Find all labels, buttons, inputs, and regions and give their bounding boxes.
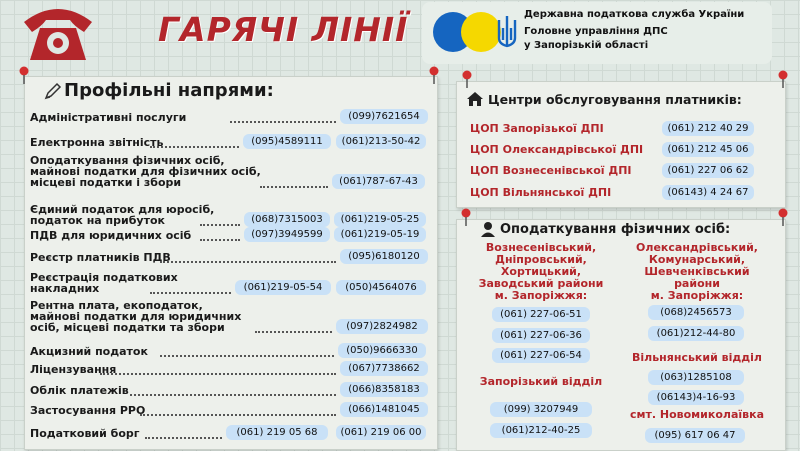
phone-pill: (061) 212 45 06 (662, 142, 754, 157)
profile-row-label: Застосування РРО (30, 404, 146, 417)
center-name: ЦОП Вознесенівської ДПІ (470, 164, 632, 177)
profile-row-label: Рентна плата, екоподаток, майнові податки для юридичних осіб, місцеві податки та збори (30, 299, 242, 334)
dotted-leader (140, 414, 336, 416)
logo-yellow-circle (461, 12, 501, 52)
phone-pill: (066)1481045 (340, 402, 428, 417)
dotted-leader (260, 186, 328, 188)
phone-pill: (06143)4-16-93 (648, 390, 744, 405)
phone-pill: (06143) 4 24 67 (662, 185, 754, 200)
profile-row-label: Єдиний податок для юросіб, податок на прибуток (30, 203, 215, 227)
phone-pill: (063)1285108 (648, 370, 744, 385)
org-line-3: у Запорізькій області (524, 40, 649, 51)
phone-pill: (095)4589111 (243, 134, 331, 149)
phone-pill: (061) 227-06-51 (492, 307, 590, 322)
phone-pill: (061)212-40-25 (490, 423, 592, 438)
profile-row-label: Акцизний податок (30, 345, 148, 358)
phone-pill: (097)2824982 (336, 319, 428, 334)
pin-icon (18, 66, 30, 84)
profile-row-label: Реєстрація податкових накладних (30, 271, 178, 295)
profile-row-label: Адміністративні послуги (30, 111, 187, 124)
pin-icon (777, 208, 789, 226)
pencil-icon (44, 82, 62, 100)
col2-sub2-title: смт. Новомиколаївка (630, 408, 764, 421)
phone-pill: (050)9666330 (338, 343, 426, 358)
phone-pill: (061)219-05-19 (334, 227, 426, 242)
org-line-2: Головне управління ДПС (524, 26, 668, 37)
individuals-heading: Оподаткування фізичних осіб: (500, 222, 731, 237)
phone-pill: (061) 227 06 62 (662, 163, 754, 178)
phone-pill: (061) 219 06 00 (336, 425, 426, 440)
dotted-leader (255, 331, 332, 333)
person-icon (480, 221, 496, 237)
phone-pill: (061) 219 05 68 (226, 425, 328, 440)
phone-pill: (061)213-50-42 (336, 134, 426, 149)
profile-row-label: Електронна звітність (30, 136, 164, 149)
col2-sub-title: Вільнянський відділ (632, 351, 762, 364)
dotted-leader (145, 437, 222, 439)
phone-pill: (050)4564076 (336, 280, 426, 295)
center-name: ЦОП Вільнянської ДПІ (470, 186, 612, 199)
profile-row-label: Оподаткування фізичних осіб, майнові податки для фізичних осіб, місцеві податки і збори (30, 154, 261, 189)
phone-pill: (061)219-05-25 (334, 212, 426, 227)
phone-pill: (061) 212 40 29 (662, 121, 754, 136)
dotted-leader (230, 121, 336, 123)
phone-pill: (095) 617 06 47 (645, 428, 745, 443)
page-title: ГАРЯЧІ ЛІНІЇ (158, 10, 409, 49)
phone-pill: (095)6180120 (340, 249, 428, 264)
col1-title: Вознесенівський, Дніпровський, Хортицький, Заводський райони м. Запоріжжя: (478, 241, 604, 302)
dotted-leader (200, 224, 240, 226)
phone-pill: (061)219-05-54 (235, 280, 331, 295)
org-line-1: Державна податкова служба України (524, 9, 745, 20)
phone-pill: (061) 227-06-36 (492, 328, 590, 343)
tryzub-emblem (496, 14, 518, 50)
phone-pill: (061) 227-06-54 (492, 348, 590, 363)
dotted-leader (150, 292, 231, 294)
pin-icon (777, 70, 789, 88)
phone-pill: (099)7621654 (340, 109, 428, 124)
phone-pill: (068)2456573 (648, 305, 744, 320)
pin-icon (461, 70, 473, 88)
profile-row-label: ПДВ для юридичних осіб (30, 229, 192, 242)
phone-icon (18, 0, 98, 66)
profile-row-label: Ліцензування (30, 363, 117, 376)
phone-pill: (061)787-67-43 (332, 174, 425, 189)
pin-icon (460, 208, 472, 226)
phone-pill: (068)7315003 (244, 212, 330, 227)
phone-pill: (066)8358183 (340, 382, 428, 397)
centers-heading: Центри обслуговування платників: (488, 92, 742, 107)
dotted-leader (160, 261, 336, 263)
dotted-leader (200, 239, 240, 241)
dotted-leader (150, 146, 239, 148)
profile-heading: Профільні напрями: (64, 80, 274, 101)
phone-pill: (097)3949599 (244, 227, 330, 242)
center-name: ЦОП Олександрівської ДПІ (470, 143, 644, 156)
profile-row-label: Реєстр платників ПДВ (30, 251, 171, 264)
phone-pill: (099) 3207949 (490, 402, 592, 417)
phone-pill: (067)7738662 (340, 361, 428, 376)
dotted-leader (130, 394, 336, 396)
profile-row-label: Облік платежів (30, 384, 129, 397)
dotted-leader (160, 355, 334, 357)
col1-sub-title: Запорізький відділ (479, 375, 603, 388)
center-name: ЦОП Запорізької ДПІ (470, 122, 604, 135)
profile-row-label: Податковий борг (30, 427, 140, 440)
pin-icon (428, 66, 440, 84)
dotted-leader (100, 373, 336, 375)
col2-title: Олександрівський, Комунарський, Шевченківський райони м. Запоріжжя: (636, 241, 758, 302)
home-icon (466, 91, 484, 107)
phone-pill: (061)212-44-80 (648, 326, 744, 341)
